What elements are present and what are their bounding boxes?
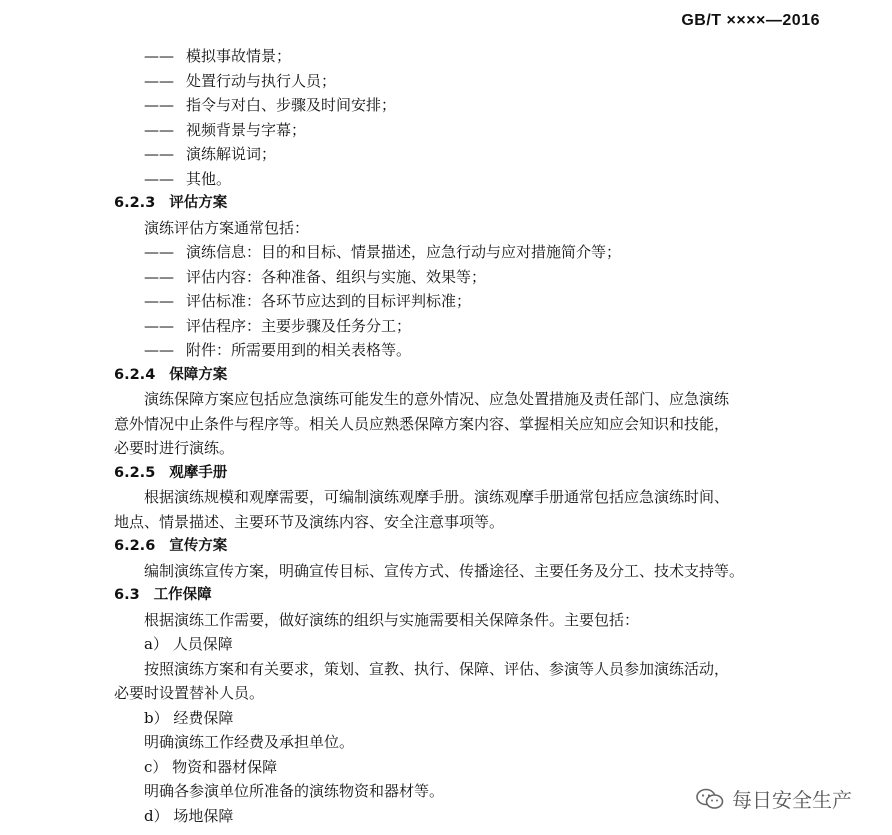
dash-marker: —— [144, 169, 174, 188]
dash-marker: —— [144, 243, 174, 261]
section-number: 6.2.5 [114, 464, 156, 481]
section-title: 评估方案 [169, 195, 228, 211]
section-heading [114, 193, 227, 213]
standard-code-header: GB/T ××××—2016 [681, 12, 820, 29]
section-heading [114, 365, 227, 385]
paragraph-line: 明确演练工作经费及承担单位。 [144, 733, 355, 751]
dash-marker: —— [144, 341, 174, 359]
list-item-text: 处置行动与执行人员； [186, 71, 337, 90]
paragraph-line: 根据演练工作需要，做好演练的组织与实施需要相关保障条件。主要包括： [144, 610, 640, 629]
list-item-text: 评估标准：各环节应达到的目标评判标准； [186, 292, 472, 310]
subsection-label: a） 人员保障 [144, 635, 233, 653]
dash-marker: —— [144, 71, 174, 90]
list-item [144, 71, 336, 91]
list-item [144, 46, 291, 66]
list-item-text: 演练信息：目的和目标、情景描述，应急行动与应对措施简介等； [186, 243, 622, 261]
paragraph-line: 明确各参演单位所准备的演练物资和器材等。 [144, 782, 445, 800]
paragraph-line: 按照演练方案和有关要求，策划、宣教、执行、保障、评估、参演等人员参加演练活动， [144, 659, 730, 678]
section-heading [114, 463, 227, 483]
subsection-label: c） 物资和器材保障 [144, 757, 278, 776]
list-item-text: 视频背景与字幕； [186, 120, 307, 139]
list-item [144, 169, 231, 189]
paragraph-line: 意外情况中止条件与程序等。相关人员应熟悉保障方案内容、掌握相关应知应会知识和技能， [114, 414, 730, 433]
paragraph-line: 地点、情景描述、主要环节及演练内容、安全注意事项等。 [114, 512, 505, 531]
dash-marker: —— [144, 96, 174, 114]
list-item [144, 340, 411, 360]
paragraph-line: 必要时设置替补人员。 [114, 684, 265, 702]
paragraph-line: 根据演练规模和观摩需要，可编制演练观摩手册。演练观摩手册通常包括应急演练时间、 [144, 488, 730, 506]
list-item [144, 144, 276, 164]
section-title: 保障方案 [169, 366, 228, 383]
list-item-text: 模拟事故情景； [186, 47, 292, 65]
watermark-text: 每日安全生产 [732, 788, 852, 812]
section-title: 宣传方案 [169, 538, 228, 554]
list-item [144, 267, 486, 287]
wechat-icon [696, 788, 724, 810]
dash-marker: —— [144, 267, 174, 286]
list-item-text: 附件：所需要用到的相关表格等。 [186, 341, 412, 359]
paragraph-line: 演练保障方案应包括应急演练可能发生的意外情况、应急处置措施及责任部门、应急演练 [144, 390, 730, 408]
paragraph-line: 演练评估方案通常包括： [144, 218, 310, 237]
list-item-text: 其他。 [186, 169, 232, 188]
section-number: 6.2.4 [114, 366, 156, 383]
list-item-text: 评估程序：主要步骤及任务分工； [186, 316, 412, 335]
section-number: 6.3 [114, 587, 140, 603]
list-item [144, 242, 621, 262]
dash-marker: —— [144, 145, 174, 163]
dash-marker: —— [144, 120, 174, 139]
list-item [144, 291, 471, 311]
list-item-text: 演练解说词； [186, 145, 277, 163]
paragraph-line: 必要时进行演练。 [114, 439, 235, 457]
list-item [144, 316, 411, 336]
watermark [696, 784, 852, 813]
dash-marker: —— [144, 47, 174, 65]
section-number: 6.2.6 [114, 538, 156, 554]
paragraph-line: 编制演练宣传方案，明确宣传目标、宣传方式、传播途径、主要任务及分工、技术支持等。 [144, 561, 745, 580]
list-item [144, 95, 396, 115]
list-item-text: 指令与对白、步骤及时间安排； [186, 96, 397, 114]
list-item-text: 评估内容：各种准备、组织与实施、效果等； [186, 267, 487, 286]
section-title: 观摩手册 [169, 464, 228, 481]
section-title: 工作保障 [153, 587, 212, 603]
list-item [144, 120, 306, 140]
dash-marker: —— [144, 316, 174, 335]
subsection-label: b） 经费保障 [144, 708, 234, 727]
section-heading [114, 585, 212, 605]
subsection-label: d） 场地保障 [144, 806, 234, 825]
dash-marker: —— [144, 292, 174, 310]
section-heading [114, 536, 227, 556]
section-number: 6.2.3 [114, 195, 156, 211]
